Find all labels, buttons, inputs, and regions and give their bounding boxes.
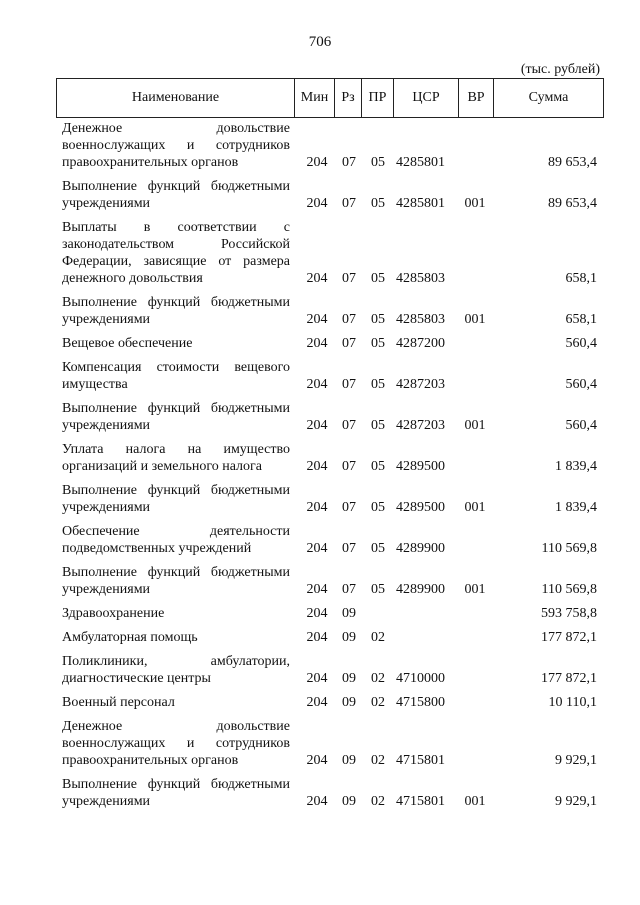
row-rz: 09 [342,671,356,686]
row-vr: 001 [464,794,486,809]
row-pr: 05 [371,377,385,392]
row-pr: 02 [371,753,385,768]
table-row [0,694,640,711]
header-csr: ЦСР [393,78,458,118]
row-csr: 4287200 [396,336,445,351]
table-row [0,605,640,622]
row-min: 204 [306,753,328,768]
row-name-text: Денежное довольствие военнослужащих и сотрудников правоохранительных органов [62,719,290,768]
row-name [62,219,290,287]
row-pr: 05 [371,155,385,170]
table-row [0,564,640,598]
row-rz: 09 [342,794,356,809]
row-name [62,605,290,622]
row-csr: 4287203 [396,377,445,392]
table-row [0,294,640,328]
row-sum: 110 569,8 [541,541,597,556]
row-pr: 05 [371,418,385,433]
row-min: 204 [306,196,328,211]
row-sum: 177 872,1 [541,671,597,686]
row-rz: 09 [342,753,356,768]
row-min: 204 [306,541,328,556]
row-pr: 05 [371,459,385,474]
header-pr: ПР [361,78,393,118]
row-rz: 07 [342,377,356,392]
row-name-text: Поликлиники, амбулатории, диагностические центры [62,654,290,686]
row-rz: 09 [342,630,356,645]
table-row [0,482,640,516]
row-sum: 110 569,8 [541,582,597,597]
row-name-text: Выполнение функций бюджетными учреждениями [62,295,290,327]
row-csr: 4285801 [396,155,445,170]
table-body [0,120,640,817]
row-rz: 09 [342,606,356,621]
row-sum: 9 929,1 [555,753,597,768]
row-sum: 658,1 [565,271,597,286]
row-min: 204 [306,582,328,597]
table-row [0,359,640,393]
row-pr: 05 [371,196,385,211]
row-name-text: Здравоохранение [62,606,165,621]
row-rz: 07 [342,271,356,286]
row-sum: 177 872,1 [541,630,597,645]
row-sum: 560,4 [565,377,597,392]
table-row [0,653,640,687]
row-pr: 05 [371,541,385,556]
row-min: 204 [306,459,328,474]
header-min: Мин [294,78,334,118]
row-pr: 05 [371,500,385,515]
header-sum: Сумма [493,78,604,118]
row-sum: 1 839,4 [555,459,597,474]
row-min: 204 [306,500,328,515]
row-min: 204 [306,695,328,710]
row-vr: 001 [464,582,486,597]
row-min: 204 [306,271,328,286]
table-row [0,441,640,475]
header-name: Наименование [56,78,294,118]
row-min: 204 [306,671,328,686]
row-sum: 89 653,4 [548,155,597,170]
row-csr: 4285803 [396,271,445,286]
row-csr: 4715800 [396,695,445,710]
row-pr: 05 [371,582,385,597]
row-rz: 09 [342,695,356,710]
row-min: 204 [306,377,328,392]
table-row [0,219,640,287]
table-header [56,78,604,118]
row-name [62,718,290,769]
row-pr: 02 [371,671,385,686]
row-pr: 05 [371,312,385,327]
row-name-text: Компенсация стоимости вещевого имущества [62,360,290,392]
row-name-text: Военный персонал [62,695,175,710]
table-row [0,335,640,352]
row-name-text: Выполнение функций бюджетными учреждениями [62,565,290,597]
row-name-text: Вещевое обеспечение [62,336,193,351]
header-rz: Рз [334,78,361,118]
row-name-text: Выполнение функций бюджетными учреждениями [62,777,290,809]
row-name [62,335,290,352]
row-rz: 07 [342,582,356,597]
row-pr: 02 [371,794,385,809]
table-row [0,776,640,810]
units-note: (тыс. рублей) [520,62,600,77]
row-vr: 001 [464,418,486,433]
row-name [62,653,290,687]
row-name-text: Уплата налога на имущество организаций и земельного налога [62,442,290,474]
row-pr: 02 [371,630,385,645]
row-name [62,441,290,475]
row-rz: 07 [342,459,356,474]
row-csr: 4289900 [396,582,445,597]
row-name-text: Выплаты в соответствии с законодательством Российской Федерации, зависящие от размера денежного довольствия [62,220,290,286]
row-sum: 1 839,4 [555,500,597,515]
row-rz: 07 [342,541,356,556]
row-name-text: Выполнение функций бюджетными учреждениями [62,179,290,211]
row-csr: 4715801 [396,794,445,809]
row-csr: 4710000 [396,671,445,686]
row-name [62,776,290,810]
row-pr: 02 [371,695,385,710]
row-min: 204 [306,418,328,433]
row-sum: 593 758,8 [541,606,597,621]
row-sum: 10 110,1 [548,695,597,710]
row-rz: 07 [342,500,356,515]
row-csr: 4285803 [396,312,445,327]
row-name [62,564,290,598]
row-sum: 658,1 [565,312,597,327]
row-name-text: Денежное довольствие военнослужащих и сотрудников правоохранительных органов [62,121,290,170]
row-min: 204 [306,606,328,621]
table-row [0,523,640,557]
row-sum: 560,4 [565,336,597,351]
row-rz: 07 [342,155,356,170]
row-min: 204 [306,155,328,170]
row-name [62,400,290,434]
row-name [62,294,290,328]
row-vr: 001 [464,500,486,515]
row-name-text: Амбулаторная помощь [62,630,198,645]
row-csr: 4289500 [396,459,445,474]
row-min: 204 [306,630,328,645]
row-name-text: Выполнение функций бюджетными учреждениями [62,401,290,433]
table-row [0,120,640,171]
row-vr: 001 [464,196,486,211]
row-name [62,482,290,516]
table-row [0,629,640,646]
row-min: 204 [306,312,328,327]
row-name [62,178,290,212]
row-name-text: Выполнение функций бюджетными учреждениями [62,483,290,515]
row-name [62,694,290,711]
row-name-text: Обеспечение деятельности подведомственных учреждений [62,524,290,556]
row-rz: 07 [342,196,356,211]
row-csr: 4285801 [396,196,445,211]
row-rz: 07 [342,312,356,327]
row-sum: 9 929,1 [555,794,597,809]
table-row [0,718,640,769]
row-sum: 89 653,4 [548,196,597,211]
row-pr: 05 [371,336,385,351]
table-row [0,178,640,212]
row-vr: 001 [464,312,486,327]
row-min: 204 [306,336,328,351]
row-pr: 05 [371,271,385,286]
row-name [62,523,290,557]
table-row [0,400,640,434]
row-csr: 4289900 [396,541,445,556]
row-csr: 4287203 [396,418,445,433]
row-csr: 4715801 [396,753,445,768]
row-rz: 07 [342,418,356,433]
page-number: 706 [308,34,332,50]
row-csr: 4289500 [396,500,445,515]
row-name [62,359,290,393]
row-name [62,120,290,171]
row-name [62,629,290,646]
row-min: 204 [306,794,328,809]
header-vr: ВР [458,78,493,118]
row-sum: 560,4 [565,418,597,433]
row-rz: 07 [342,336,356,351]
